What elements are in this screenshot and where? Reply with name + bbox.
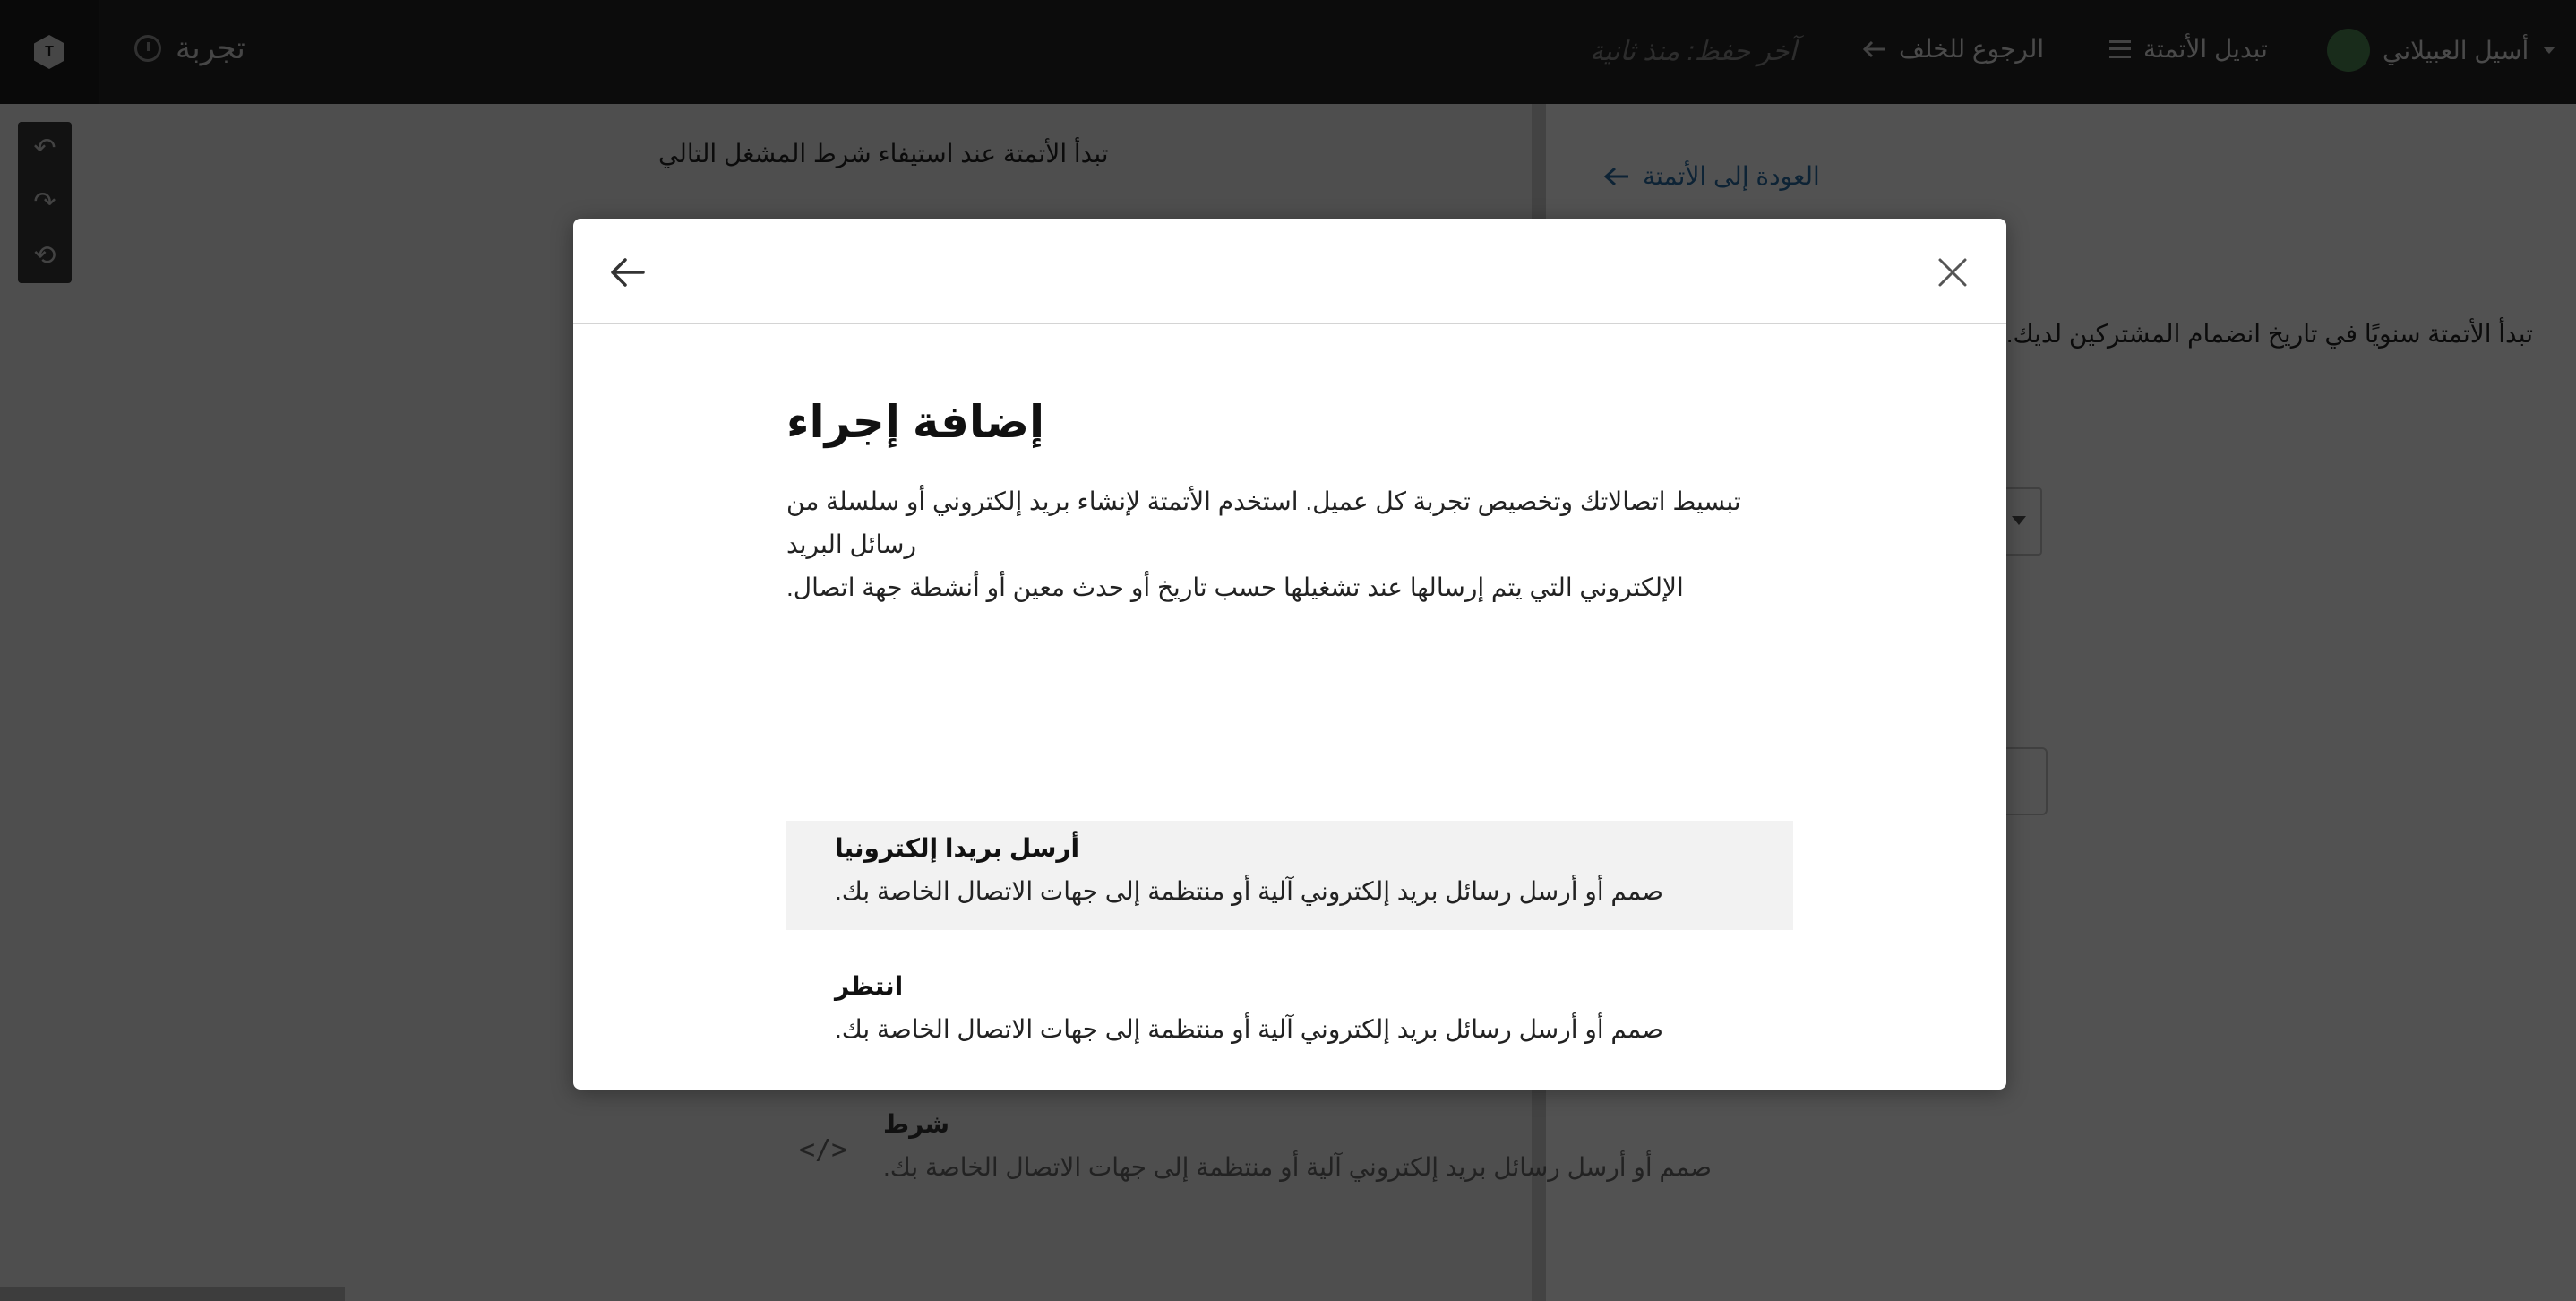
add-action-dialog bbox=[573, 219, 2006, 1181]
option-title: شرط bbox=[883, 1110, 950, 1138]
dialog-header bbox=[573, 219, 2006, 324]
option-description: صمم أو أرسل رسائل بريد إلكتروني آلية أو منتظمة إلى جهات الاتصال الخاصة بك. bbox=[835, 1015, 1664, 1043]
action-option-send-email[interactable] bbox=[786, 821, 1793, 930]
action-option-wait[interactable] bbox=[786, 959, 1793, 1068]
option-title: أرسل بريدا إلكترونيا bbox=[835, 834, 1080, 862]
action-option-condition[interactable] bbox=[786, 1097, 1793, 1206]
close-icon[interactable] bbox=[1931, 251, 1974, 294]
arrow-left-icon[interactable] bbox=[605, 251, 648, 294]
dialog-intro: تبسيط اتصالاتك وتخصيص تجربة كل عميل. استخدم الأتمتة لإنشاء بريد إلكتروني أو سلسلة من رسائل البريد الإلكتروني التي يتم إرسالها عند تشغيلها حسب تاريخ أو حدث معين أو أنشطة جهة اتصال. bbox=[786, 487, 1741, 601]
option-title: انتظر bbox=[835, 972, 904, 1000]
code-icon: </> bbox=[799, 1134, 848, 1166]
option-description: صمم أو أرسل رسائل بريد إلكتروني آلية أو منتظمة إلى جهات الاتصال الخاصة بك. bbox=[883, 1153, 1713, 1181]
option-description: صمم أو أرسل رسائل بريد إلكتروني آلية أو منتظمة إلى جهات الاتصال الخاصة بك. bbox=[835, 877, 1664, 905]
dialog-title: إضافة إجراء bbox=[786, 397, 1045, 447]
